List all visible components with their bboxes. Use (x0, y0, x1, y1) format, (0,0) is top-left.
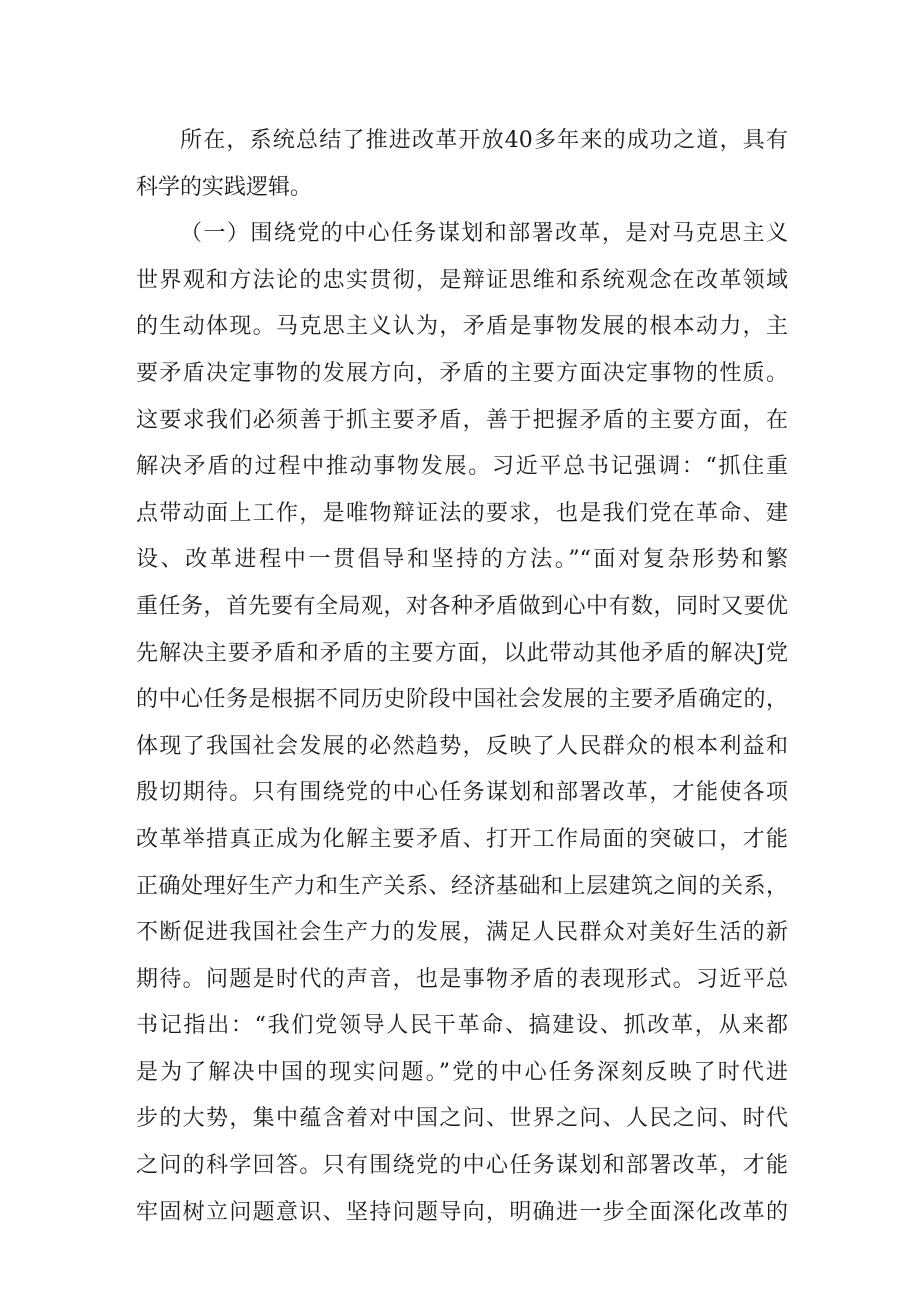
text-line: 所在，系统总结了推进改革开放40多年来的成功之道，具有 (180, 128, 788, 153)
text-line: 体现了我国社会发展的必然趋势，反映了人民群众的根本利益和 (136, 733, 788, 759)
text-line: 改革举措真正成为化解主要矛盾、打开工作局面的突破口，才能 (136, 826, 788, 852)
text-line: 世界观和方法论的忠实贯彻，是辩证思维和系统观念在改革领域 (136, 267, 788, 293)
text-line: 之问的科学回答。只有围绕党的中心任务谋划和部署改革，才能 (136, 1153, 788, 1179)
text-line: 解决矛盾的过程中推动事物发展。习近平总书记强调：“抓住重 (136, 454, 788, 480)
text-line: 步的大势，集中蕴含着对中国之问、世界之问、人民之问、时代 (136, 1106, 788, 1132)
text-line: （一）围绕党的中心任务谋划和部署改革，是对马克思主义 (180, 221, 788, 247)
text-line: 设、改革进程中一贯倡导和坚持的方法。”“面对复杂形势和繁 (136, 547, 788, 573)
text-line: 的中心任务是根据不同历史阶段中国社会发展的主要矛盾确定的， (136, 687, 788, 713)
text-line: 殷切期待。只有围绕党的中心任务谋划和部署改革，才能使各项 (136, 780, 788, 806)
text-line: 牢固树立问题意识、坚持问题导向，明确进一步全面深化改革的 (136, 1199, 788, 1225)
text-line: 期待。问题是时代的声音，也是事物矛盾的表现形式。习近平总 (136, 966, 788, 992)
text-line: 不断促进我国社会生产力的发展，满足人民群众对美好生活的新 (136, 920, 788, 946)
text-line: 的生动体现。马克思主义认为，矛盾是事物发展的根本动力，主 (136, 314, 788, 340)
text-line: 重任务，首先要有全局观，对各种矛盾做到心中有数，同时又要优 (136, 593, 788, 619)
text-line: 书记指出：“我们党领导人民干革命、搞建设、抓改革，从来都 (136, 1013, 788, 1039)
text-line: 是为了解决中国的现实问题。”党的中心任务深刻反映了时代进 (136, 1059, 788, 1085)
text-line: 科学的实践逻辑。 (136, 174, 313, 200)
text-line: 要矛盾决定事物的发展方向，矛盾的主要方面决定事物的性质。 (136, 360, 788, 386)
document-body (136, 118, 788, 1236)
text-line: 点带动面上工作，是唯物辩证法的要求，也是我们党在革命、建 (136, 500, 788, 526)
text-line: 正确处理好生产力和生产关系、经济基础和上层建筑之间的关系， (136, 873, 788, 899)
text-line: 先解决主要矛盾和矛盾的主要方面，以此带动其他矛盾的解决J党 (136, 640, 788, 666)
text-line: 这要求我们必须善于抓主要矛盾，善于把握矛盾的主要方面，在 (136, 407, 788, 433)
